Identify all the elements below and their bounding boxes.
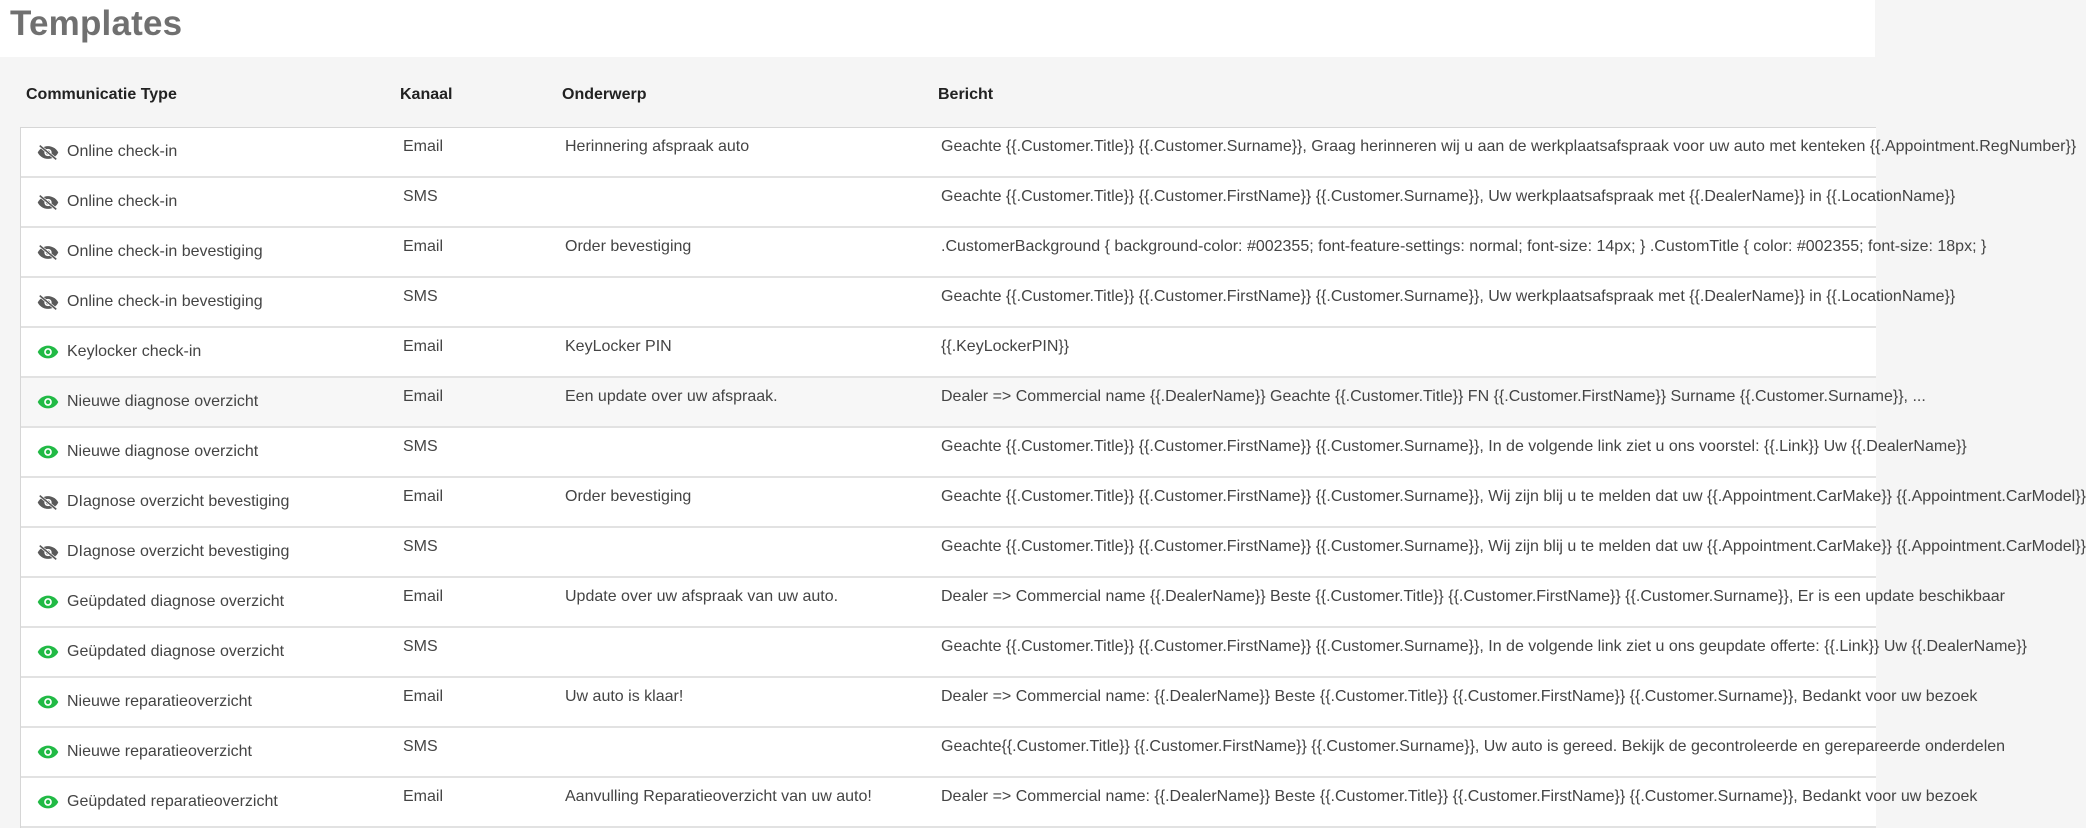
cell-kanaal: Email [403, 338, 444, 355]
eye-icon[interactable] [37, 694, 59, 710]
table-row[interactable] [21, 428, 1967, 478]
type-label: Online check-in bevestiging [67, 293, 263, 310]
cell-communicatie-type [21, 528, 401, 576]
table-row[interactable] [21, 228, 1987, 278]
cell-onderwerp [563, 428, 939, 476]
table-row[interactable] [21, 178, 1956, 228]
cell-communicatie-type [21, 678, 401, 726]
cell-communicatie-type [21, 428, 401, 476]
type-label: Geüpdated reparatieoverzicht [67, 793, 278, 810]
column-header-kanaal[interactable]: Kanaal [400, 86, 453, 103]
cell-kanaal: SMS [403, 538, 438, 555]
eye-icon[interactable] [37, 794, 59, 810]
page-title: Templates [10, 4, 183, 43]
eye-slash-icon[interactable] [37, 294, 59, 310]
cell-bericht: Geachte {{.Customer.Title}} {{.Customer.Surname}}, Graag herinneren wij u aan de werkplaatsafspraak voor uw auto met kenteken {{.Appointment.RegNumber}} [941, 138, 2077, 155]
cell-kanaal: Email [403, 788, 444, 805]
cell-bericht: Geachte {{.Customer.Title}} {{.Customer.FirstName}} {{.Customer.Surname}}, Uw werkplaatsafspraak met {{.DealerName}} in {{.LocationName}} [941, 288, 1956, 305]
table-row[interactable] [21, 478, 2086, 528]
cell-bericht: {{.KeyLockerPIN}} [941, 338, 1070, 355]
cell-bericht: Geachte {{.Customer.Title}} {{.Customer.FirstName}} {{.Customer.Surname}}, Wij zijn blij u te melden dat uw {{.Appointment.CarMake}} {{.Appointment.CarModel}} [941, 538, 2086, 555]
cell-onderwerp [563, 728, 939, 776]
table-row[interactable] [21, 378, 1926, 428]
cell-onderwerp [563, 278, 939, 326]
type-label: Nieuwe reparatieoverzicht [67, 743, 252, 760]
cell-onderwerp [563, 628, 939, 676]
type-label: DIagnose overzicht bevestiging [67, 493, 290, 510]
cell-bericht: Geachte {{.Customer.Title}} {{.Customer.FirstName}} {{.Customer.Surname}}, Uw werkplaatsafspraak met {{.DealerName}} in {{.LocationName}} [941, 188, 1956, 205]
table-row[interactable] [21, 778, 1978, 828]
table-body [20, 127, 2086, 828]
cell-kanaal: Email [403, 588, 444, 605]
cell-kanaal: Email [403, 688, 444, 705]
cell-onderwerp: Een update over uw afspraak. [565, 388, 778, 405]
cell-bericht: Geachte {{.Customer.Title}} {{.Customer.FirstName}} {{.Customer.Surname}}, Wij zijn blij u te melden dat uw {{.Appointment.CarMake}} {{.Appointment.CarModel}} [941, 488, 2086, 505]
type-label: Nieuwe diagnose overzicht [67, 443, 259, 460]
cell-kanaal: SMS [403, 288, 438, 305]
cell-kanaal: SMS [403, 438, 438, 455]
column-header-communicatie-type[interactable]: Communicatie Type [26, 86, 177, 103]
cell-bericht: Dealer => Commercial name: {{.DealerName}} Beste {{.Customer.Title}} {{.Customer.FirstName}} {{.Customer.Surname}}, Bedankt voor uw bezoek [941, 788, 1978, 805]
column-header-bericht[interactable]: Bericht [938, 86, 994, 103]
templates-table [0, 57, 2086, 828]
cell-communicatie-type [21, 478, 401, 526]
column-header-onderwerp[interactable]: Onderwerp [562, 86, 647, 103]
cell-kanaal: Email [403, 388, 444, 405]
eye-icon[interactable] [37, 594, 59, 610]
title-bar [0, 0, 1875, 57]
cell-communicatie-type [21, 278, 401, 326]
cell-communicatie-type [21, 178, 401, 226]
type-label: Geüpdated diagnose overzicht [67, 593, 285, 610]
cell-bericht: Geachte{{.Customer.Title}} {{.Customer.FirstName}} {{.Customer.Surname}}, Uw auto is gereed. Bekijk de gecontroleerde en gerepareerde onderdelen [941, 738, 2006, 755]
cell-onderwerp: Update over uw afspraak van uw auto. [565, 588, 839, 605]
cell-bericht: .CustomerBackground { background-color: #002355; font-feature-settings: normal; font-size: 14px; } .CustomTitle { color: #002355; font-size: 18px; } [941, 238, 1987, 255]
eye-slash-icon[interactable] [37, 194, 59, 210]
eye-slash-icon[interactable] [37, 494, 59, 510]
table-row[interactable] [21, 578, 2005, 628]
cell-onderwerp: Order bevestiging [565, 238, 692, 255]
cell-kanaal: SMS [403, 738, 438, 755]
cell-onderwerp: Herinnering afspraak auto [565, 138, 750, 155]
cell-communicatie-type [21, 628, 401, 676]
eye-icon[interactable] [37, 394, 59, 410]
cell-communicatie-type [21, 228, 401, 276]
type-label: Keylocker check-in [67, 343, 202, 360]
type-label: Online check-in bevestiging [67, 243, 263, 260]
cell-onderwerp: Order bevestiging [565, 488, 692, 505]
table-row[interactable] [21, 628, 2027, 678]
eye-icon[interactable] [37, 344, 59, 360]
type-label: Geüpdated diagnose overzicht [67, 643, 285, 660]
table-row[interactable] [21, 678, 1978, 728]
table-row[interactable] [21, 128, 2077, 178]
cell-bericht: Dealer => Commercial name {{.DealerName}} Beste {{.Customer.Title}} {{.Customer.FirstName}} {{.Customer.Surname}}, Er is een update beschikbaar [941, 588, 2005, 605]
cell-onderwerp: KeyLocker PIN [565, 338, 672, 355]
eye-icon[interactable] [37, 444, 59, 460]
table-row[interactable] [21, 328, 1876, 378]
cell-onderwerp [563, 528, 939, 576]
cell-onderwerp: Aanvulling Reparatieoverzicht van uw auto! [565, 788, 872, 805]
cell-bericht: Geachte {{.Customer.Title}} {{.Customer.FirstName}} {{.Customer.Surname}}, In de volgende link ziet u ons voorstel: {{.Link}} Uw {{.DealerName}} [941, 438, 1967, 455]
cell-bericht: Dealer => Commercial name: {{.DealerName}} Beste {{.Customer.Title}} {{.Customer.FirstName}} {{.Customer.Surname}}, Bedankt voor uw bezoek [941, 688, 1978, 705]
cell-communicatie-type [21, 578, 401, 626]
cell-onderwerp [563, 178, 939, 226]
eye-icon[interactable] [37, 644, 59, 660]
cell-bericht: Geachte {{.Customer.Title}} {{.Customer.FirstName}} {{.Customer.Surname}}, In de volgende link ziet u ons geupdate offerte: {{.Link}} Uw {{.DealerName}} [941, 638, 2027, 655]
eye-slash-icon[interactable] [37, 544, 59, 560]
cell-bericht: Dealer => Commercial name {{.DealerName}} Geachte {{.Customer.Title}} FN {{.Customer.FirstName}} Surname {{.Customer.Surname}}, ... [941, 388, 1926, 405]
cell-kanaal: SMS [403, 188, 438, 205]
cell-communicatie-type [21, 778, 401, 826]
eye-icon[interactable] [37, 744, 59, 760]
cell-communicatie-type [21, 378, 401, 426]
cell-kanaal: Email [403, 138, 444, 155]
table-row[interactable] [21, 278, 1956, 328]
cell-kanaal: Email [403, 488, 444, 505]
cell-kanaal: Email [403, 238, 444, 255]
cell-communicatie-type [21, 328, 401, 376]
eye-slash-icon[interactable] [37, 244, 59, 260]
eye-slash-icon[interactable] [37, 144, 59, 160]
type-label: Online check-in [67, 193, 178, 210]
type-label: Nieuwe reparatieoverzicht [67, 693, 252, 710]
cell-kanaal: SMS [403, 638, 438, 655]
table-header [20, 57, 1875, 127]
cell-onderwerp: Uw auto is klaar! [565, 688, 684, 705]
cell-communicatie-type [21, 128, 401, 176]
table-row[interactable] [21, 728, 2006, 778]
table-row[interactable] [21, 528, 2086, 578]
cell-communicatie-type [21, 728, 401, 776]
type-label: Online check-in [67, 143, 178, 160]
type-label: DIagnose overzicht bevestiging [67, 543, 290, 560]
type-label: Nieuwe diagnose overzicht [67, 393, 259, 410]
